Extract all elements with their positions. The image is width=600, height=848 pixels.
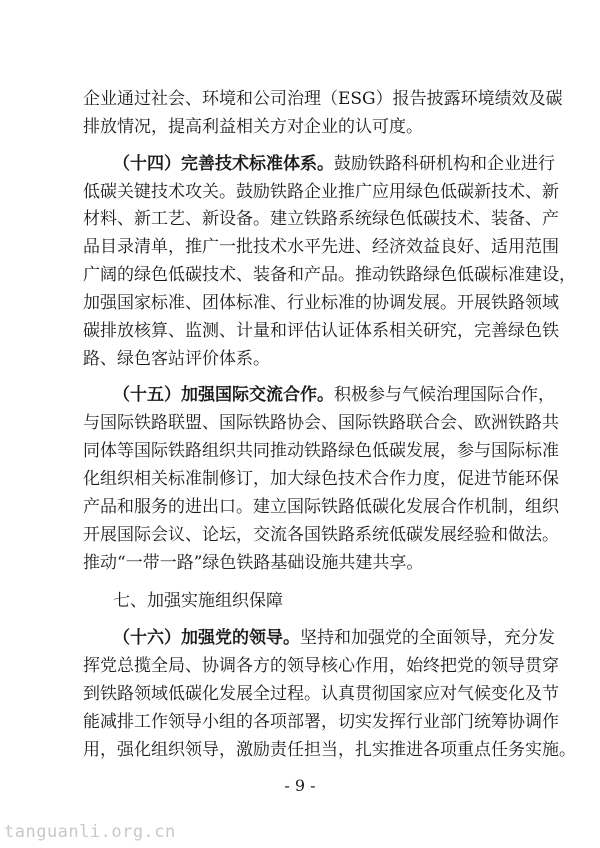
- text-run: 积极参与气候治理国际合作，: [334, 385, 555, 405]
- text-line: 加强国家标准、团体标准、行业标准的协调发展。开展铁路领域: [83, 293, 559, 313]
- text-line: 开展国际会议、论坛，交流各国铁路系统低碳发展经验和做法。: [83, 525, 559, 545]
- text-line: 化组织相关标准制修订，加大绿色技术合作力度，促进节能环保: [83, 469, 559, 489]
- section-heading: 七、加强实施组织保障: [113, 591, 283, 611]
- clause-heading: （十五）加强国际交流合作。: [113, 385, 334, 405]
- text-line: 推动“一带一路”绿色铁路基础设施共建共享。: [83, 553, 424, 573]
- text-line: 材料、新工艺、新设备。建立铁路系统绿色低碳技术、装备、产: [83, 209, 559, 229]
- text-line: 用，强化组织领导，激励责任担当，扎实推进各项重点任务实施。: [83, 740, 576, 760]
- text-line: 品目录清单，推广一批技术水平先进、经济效益良好、适用范围: [83, 237, 559, 257]
- clause-heading: （十四）完善技术标准体系。: [113, 154, 334, 174]
- text-line: 同体等国际铁路组织共同推动铁路绿色低碳发展，参与国际标准: [83, 441, 559, 461]
- watermark: tanguanli.org.cn: [4, 822, 176, 842]
- text-line: 能减排工作领导小组的各项部署，切实发挥行业部门统筹协调作: [83, 712, 559, 732]
- page-number: - 9 -: [284, 776, 316, 795]
- paragraph-first-line: [113, 150, 555, 178]
- text-line: 与国际铁路联盟、国际铁路协会、国际铁路联合会、欧洲铁路共: [83, 413, 559, 433]
- paragraph-first-line: [113, 624, 555, 652]
- text-line: 排放情况，提高利益相关方对企业的认可度。: [83, 117, 423, 137]
- text-line: 低碳关键技术攻关。鼓励铁路企业推广应用绿色低碳新技术、新: [83, 182, 559, 202]
- text-line: 产品和服务的进出口。建立国际铁路低碳化发展合作机制，组织: [83, 497, 559, 517]
- text-line: 企业通过社会、环境和公司治理（ESG）报告披露环境绩效及碳: [83, 89, 563, 109]
- text-run: 鼓励铁路科研机构和企业进行: [334, 154, 555, 174]
- text-line: 广阔的绿色低碳技术、装备和产品。推动铁路绿色低碳标准建设，: [83, 265, 576, 285]
- text-line: 碳排放核算、监测、计量和评估认证体系相关研究，完善绿色铁: [83, 321, 559, 341]
- paragraph-first-line: [113, 381, 555, 409]
- text-run: 坚持和加强党的全面领导，充分发: [300, 628, 555, 648]
- clause-heading: （十六）加强党的领导。: [113, 628, 300, 648]
- text-line: 路、绿色客站评价体系。: [83, 349, 270, 369]
- text-line: 挥党总揽全局、协调各方的领导核心作用，始终把党的领导贯穿: [83, 656, 559, 676]
- text-line: 到铁路领域低碳化发展全过程。认真贯彻国家应对气候变化及节: [83, 684, 559, 704]
